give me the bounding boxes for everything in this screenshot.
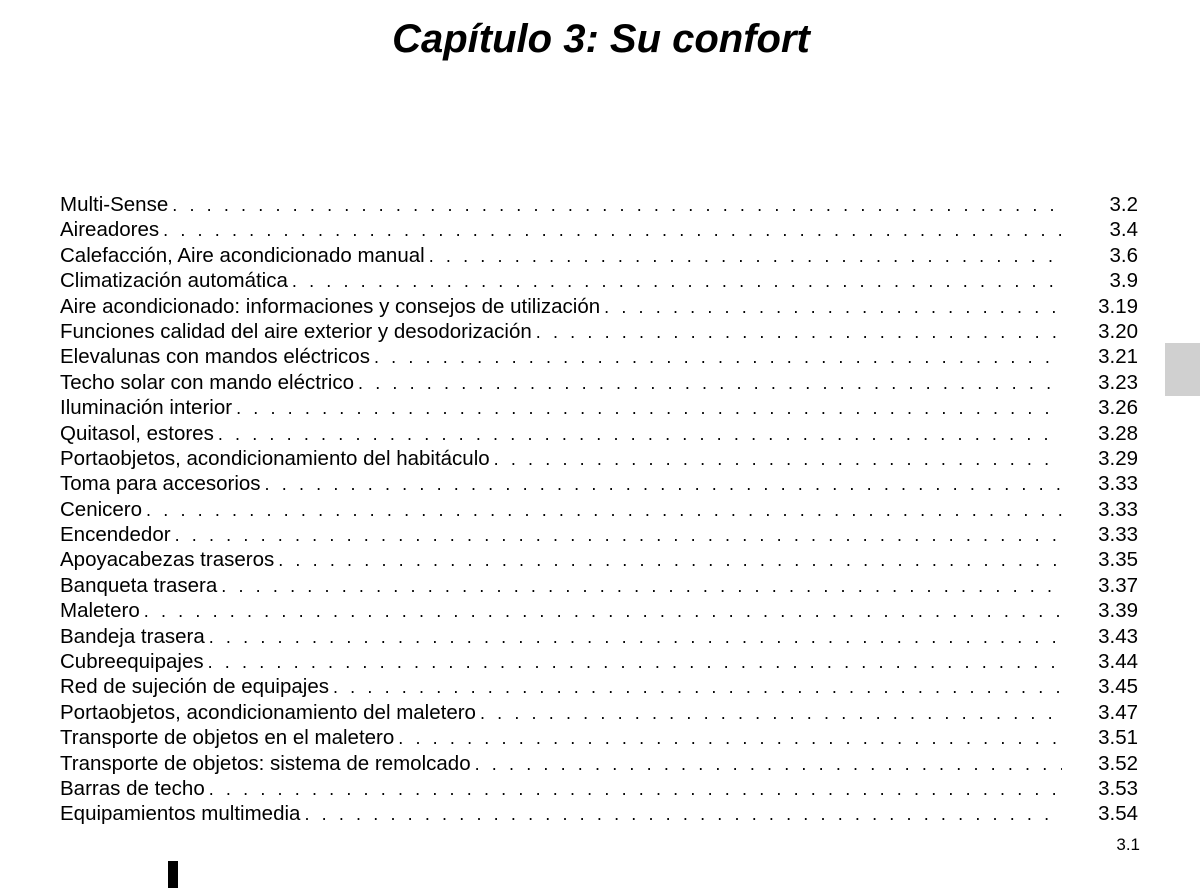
toc-entry-page: 3.37 — [1098, 573, 1138, 597]
toc-entry[interactable] — [60, 522, 1138, 547]
toc-entry[interactable] — [60, 268, 1138, 293]
toc-entry-page: 3.39 — [1098, 599, 1138, 623]
toc-entry-label: Encendedor — [60, 523, 171, 547]
dot-leader — [374, 345, 1062, 370]
dot-leader — [604, 295, 1062, 320]
toc-entry[interactable] — [60, 446, 1138, 471]
toc-entry-label: Portaobjetos, acondicionamiento del habitáculo — [60, 446, 490, 470]
toc-entry[interactable] — [60, 801, 1138, 826]
toc-entry-page: 3.52 — [1098, 751, 1138, 775]
toc-entry[interactable] — [60, 471, 1138, 496]
toc-entry[interactable] — [60, 700, 1138, 725]
toc-entry-page: 3.9 — [1109, 269, 1138, 293]
dot-leader — [278, 548, 1062, 573]
toc-entry-label: Equipamientos multimedia — [60, 802, 301, 826]
toc-entry-label: Maletero — [60, 599, 140, 623]
toc-entry-label: Apoyacabezas traseros — [60, 548, 275, 572]
toc-entry[interactable] — [60, 395, 1138, 420]
toc-entry-label: Cenicero — [60, 497, 143, 521]
toc-entry[interactable] — [60, 624, 1138, 649]
toc-entry-page: 3.20 — [1098, 319, 1138, 343]
dot-leader — [265, 472, 1062, 497]
toc-entry-label: Portaobjetos, acondicionamiento del maletero — [60, 700, 476, 724]
toc-entry-label: Aire acondicionado: informaciones y consejos de utilización — [60, 294, 601, 318]
toc-entry-label: Transporte de objetos en el maletero — [60, 726, 395, 750]
dot-leader — [475, 752, 1062, 777]
toc-entry-page: 3.23 — [1098, 370, 1138, 394]
chapter-side-tab — [1165, 343, 1200, 396]
toc-entry-page: 3.45 — [1098, 675, 1138, 699]
toc-entry-label: Multi-Sense — [60, 193, 169, 216]
dot-leader — [236, 396, 1062, 421]
toc-entry[interactable] — [60, 725, 1138, 750]
page-number: 3.1 — [1116, 835, 1140, 854]
dot-leader — [146, 498, 1062, 523]
toc-entry-label: Techo solar con mando eléctrico — [60, 370, 354, 394]
dot-leader — [494, 447, 1062, 472]
dot-leader — [172, 193, 1062, 218]
dot-leader — [398, 726, 1062, 751]
dot-leader — [163, 218, 1062, 243]
toc-entry-page: 3.29 — [1098, 446, 1138, 470]
toc-entry-label: Banqueta trasera — [60, 573, 218, 597]
toc-entry-page: 3.28 — [1098, 421, 1138, 445]
toc-entry-label: Bandeja trasera — [60, 624, 205, 648]
toc-entry[interactable] — [60, 344, 1138, 369]
toc-entry-label: Calefacción, Aire acondicionado manual — [60, 243, 425, 267]
toc-entry[interactable] — [60, 497, 1138, 522]
toc-entry-page: 3.53 — [1098, 776, 1138, 800]
toc-entry-page: 3.35 — [1098, 548, 1138, 572]
toc-entry-page: 3.2 — [1109, 193, 1138, 216]
toc-entry-page: 3.33 — [1098, 472, 1138, 496]
toc-entry[interactable] — [60, 751, 1138, 776]
toc-entry-label: Transporte de objetos: sistema de remolcado — [60, 751, 471, 775]
dot-leader — [209, 777, 1062, 802]
table-of-contents — [60, 192, 1138, 827]
dot-leader — [221, 574, 1062, 599]
toc-entry[interactable] — [60, 776, 1138, 801]
toc-entry[interactable] — [60, 217, 1138, 242]
toc-entry-page: 3.54 — [1098, 802, 1138, 826]
toc-entry-label: Climatización automática — [60, 269, 288, 293]
chapter-title: Capítulo 3: Su confort — [392, 17, 810, 61]
toc-entry-label: Iluminación interior — [60, 396, 233, 420]
toc-entry[interactable] — [60, 421, 1138, 446]
toc-entry-page: 3.51 — [1098, 726, 1138, 750]
dot-leader — [333, 675, 1062, 700]
toc-entry[interactable] — [60, 192, 1138, 217]
dot-leader — [429, 244, 1062, 269]
dot-leader — [480, 701, 1062, 726]
toc-entry-label: Red de sujeción de equipajes — [60, 675, 329, 699]
dot-leader — [536, 320, 1062, 345]
toc-entry-label: Funciones calidad del aire exterior y desodorización — [60, 319, 532, 343]
dot-leader — [304, 802, 1062, 827]
dot-leader — [209, 625, 1062, 650]
toc-entry-page: 3.26 — [1098, 396, 1138, 420]
toc-entry[interactable] — [60, 294, 1138, 319]
toc-entry[interactable] — [60, 598, 1138, 623]
toc-entry[interactable] — [60, 573, 1138, 598]
dot-leader — [218, 422, 1062, 447]
toc-entry-page: 3.43 — [1098, 624, 1138, 648]
dot-leader — [358, 371, 1062, 396]
toc-entry-page: 3.21 — [1098, 345, 1138, 369]
toc-entry[interactable] — [60, 674, 1138, 699]
toc-entry-label: Quitasol, estores — [60, 421, 214, 445]
toc-entry-page: 3.19 — [1098, 294, 1138, 318]
toc-entry-label: Elevalunas con mandos eléctricos — [60, 345, 370, 369]
dot-leader — [175, 523, 1062, 548]
toc-entry-page: 3.4 — [1109, 218, 1138, 242]
toc-entry-label: Cubreequipajes — [60, 650, 204, 674]
toc-entry[interactable] — [60, 319, 1138, 344]
toc-entry[interactable] — [60, 649, 1138, 674]
toc-entry-page: 3.44 — [1098, 650, 1138, 674]
toc-entry[interactable] — [60, 370, 1138, 395]
toc-entry-page: 3.47 — [1098, 700, 1138, 724]
toc-entry-label: Toma para accesorios — [60, 472, 261, 496]
dot-leader — [144, 599, 1062, 624]
toc-entry[interactable] — [60, 243, 1138, 268]
crop-mark — [168, 861, 178, 888]
toc-entry-label: Aireadores — [60, 218, 160, 242]
toc-entry-label: Barras de techo — [60, 776, 205, 800]
toc-entry-page: 3.33 — [1098, 497, 1138, 521]
dot-leader — [208, 650, 1062, 675]
toc-entry[interactable] — [60, 547, 1138, 572]
dot-leader — [292, 269, 1062, 294]
toc-entry-page: 3.33 — [1098, 523, 1138, 547]
toc-entry-page: 3.6 — [1109, 243, 1138, 267]
